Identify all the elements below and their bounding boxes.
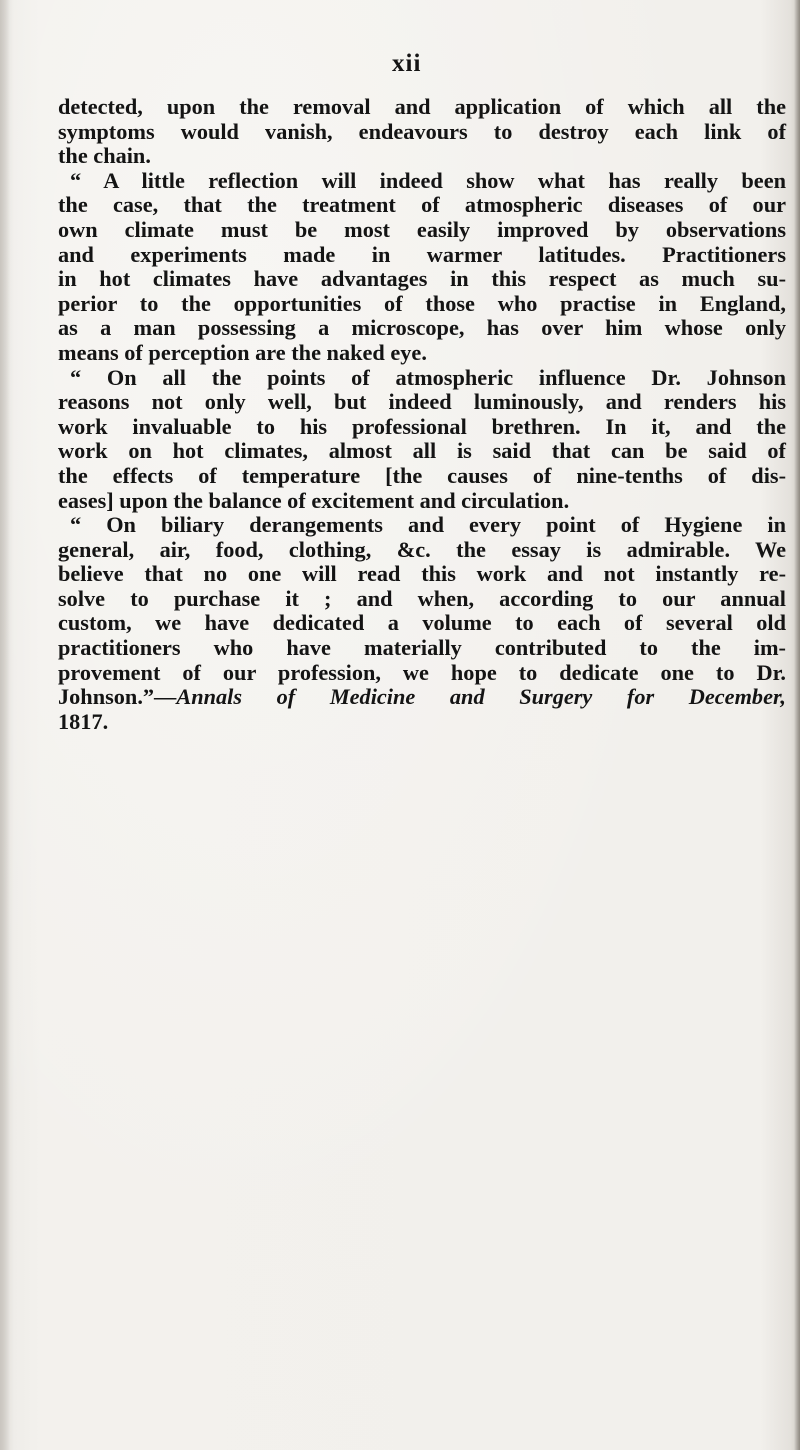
text-line: custom, we have dedicated a volume to each of several old [58,610,786,636]
text-line: perior to the opportunities of those who practise in England, [58,290,786,316]
text-line: “ A little reflection will indeed show what has really been [70,167,786,193]
text-line: detected, upon the removal and application of which all the [58,94,786,119]
text-line: means of perception are the naked eye. [58,339,427,365]
text-line: practitioners who have materially contributed to the im- [58,635,786,661]
page-number: xii [392,50,422,77]
text-line: work invaluable to his professional brethren. In it, and the [58,413,786,439]
text-line: the effects of temperature [the causes of nine-tenths of dis- [58,462,786,488]
text-line: eases] upon the balance of excitement and circulation. [58,487,570,513]
text-line: the chain. [58,143,151,169]
text-line: as a man possessing a microscope, has over him whose only [58,315,786,341]
text-line: the case, that the treatment of atmospheric diseases of our [58,192,786,218]
body-text [58,95,786,734]
citation: Annals of Medicine and Surgery for December, [176,684,786,710]
text-line: reasons not only well, but indeed luminously, and renders his [58,389,786,415]
text-line: own climate must be most easily improved by observations [58,216,786,242]
text-line: provement of our profession, we hope to dedicate one to Dr. [58,659,786,685]
text-line: believe that no one will read this work and not instantly re- [58,561,786,587]
citation-year: 1817. [58,708,109,734]
text-line: “ On biliary derangements and every point of Hygiene in [70,512,786,538]
text-line: symptoms would vanish, endeavours to destroy each link of [58,118,786,144]
text-line-closing [58,685,786,710]
page-edge [794,0,800,1450]
text-line: and experiments made in warmer latitudes. Practitioners [58,241,786,267]
page-gutter-shadow [0,0,10,1450]
quote-end: Johnson.”— [58,684,177,710]
text-line: solve to purchase it ; and when, according to our annual [58,585,786,611]
text-line: in hot climates have advantages in this respect as much su- [58,266,786,292]
text-line: general, air, food, clothing, &c. the essay is admirable. We [58,536,786,562]
text-line: “ On all the points of atmospheric influence Dr. Johnson [70,364,786,390]
text-line: work on hot climates, almost all is said that can be said of [58,438,786,464]
text-lines [58,95,786,685]
